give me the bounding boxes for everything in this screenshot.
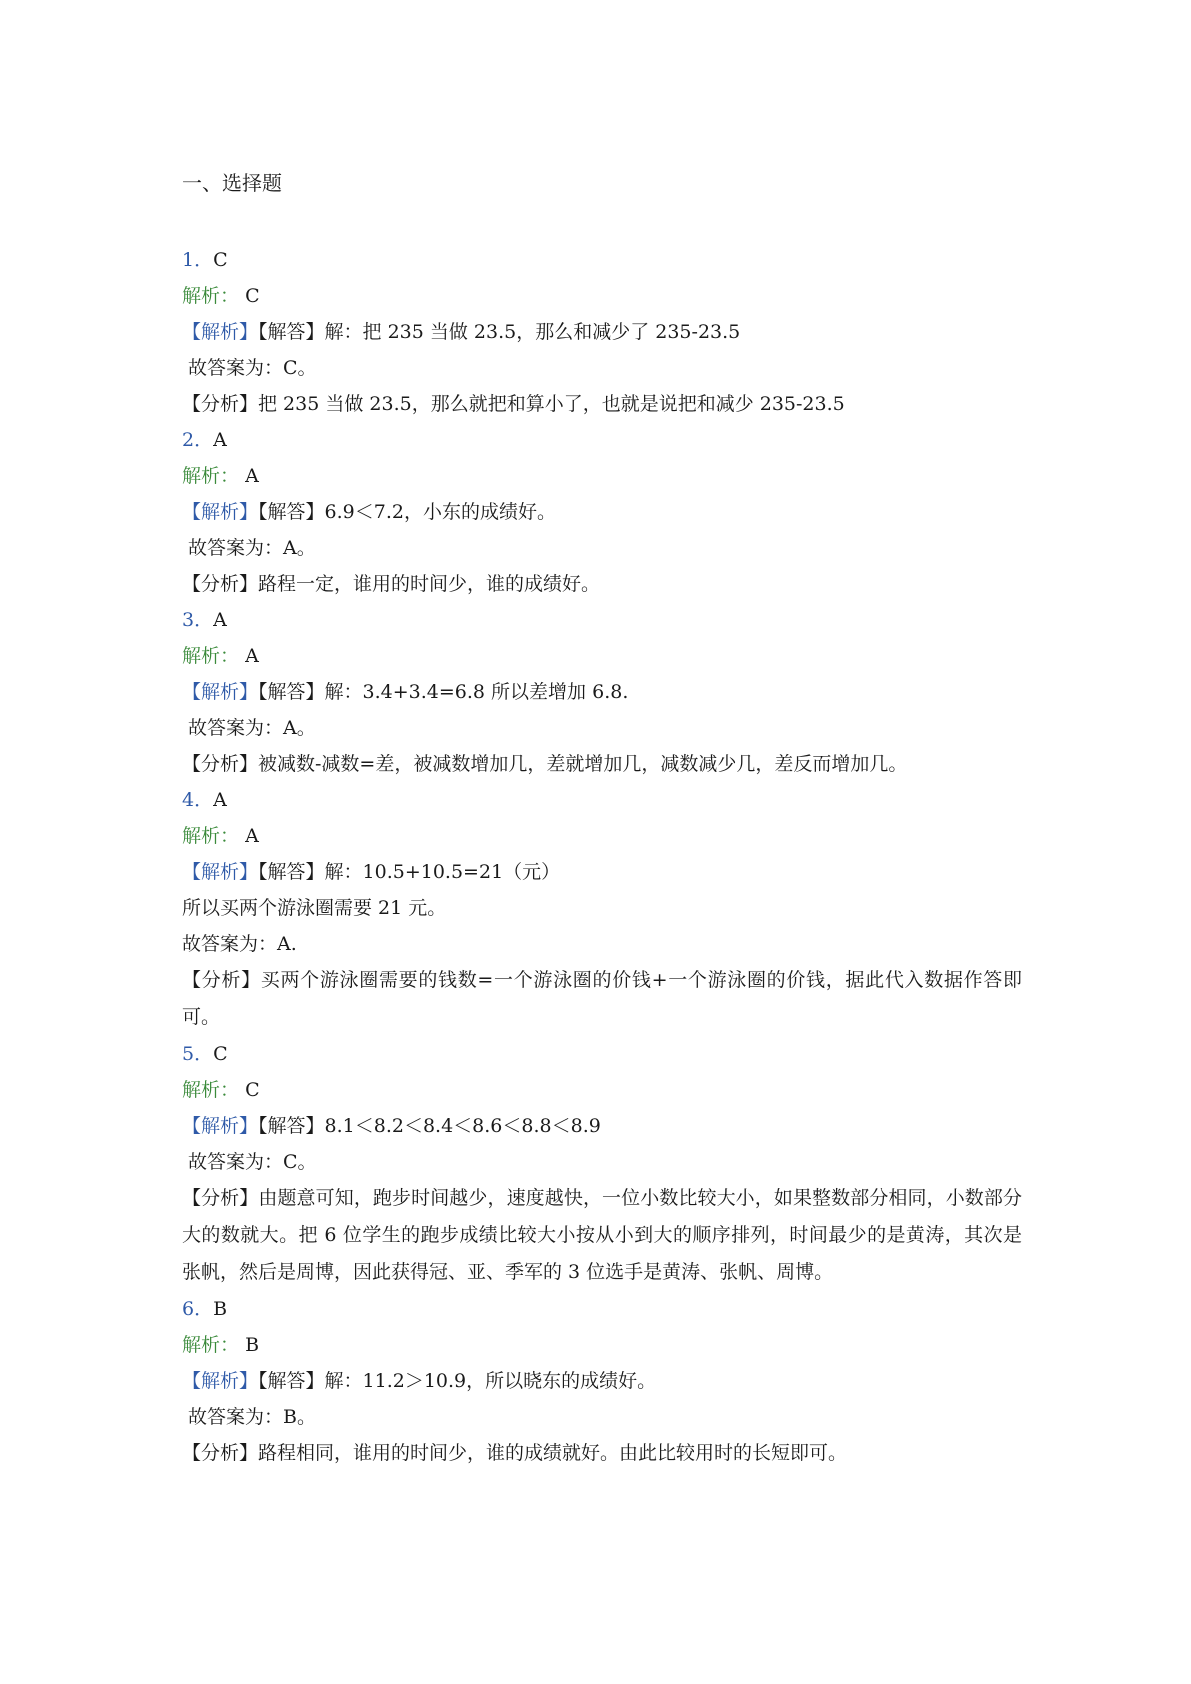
- question-number: 3．: [182, 609, 214, 631]
- jieda-text: 8.1＜8.2＜8.4＜8.6＜8.8＜8.9: [324, 1115, 601, 1137]
- jieda-line: [182, 854, 1022, 890]
- jiexi-answer: A: [245, 825, 259, 847]
- jiexi-line: [182, 1072, 1022, 1108]
- jiexi-label: 解析：: [182, 645, 240, 667]
- jiexi-tag: 【解析】: [182, 1115, 259, 1137]
- question-number-line: [182, 782, 1022, 818]
- conclusion-line: 故答案为：A。: [188, 717, 316, 739]
- question-answer: A: [213, 609, 227, 631]
- jieda-tag: 【解答】: [258, 1115, 325, 1137]
- jiexi-answer: C: [245, 285, 260, 307]
- fenxi-text: 路程相同，谁用的时间少，谁的成绩就好。由此比较用时的长短即可。: [258, 1442, 848, 1464]
- jiexi-label: 解析：: [182, 1079, 240, 1101]
- fenxi-text: 被减数-减数=差，被减数增加几，差就增加几，减数减少几，差反而增加几。: [258, 753, 908, 775]
- question-number-line: [182, 242, 1022, 278]
- jiexi-line: [182, 638, 1022, 674]
- fenxi-tag: 【分析】: [182, 1187, 259, 1209]
- question-answer: C: [213, 1043, 228, 1065]
- jiexi-answer: A: [245, 645, 259, 667]
- conclusion-line: 故答案为：A。: [188, 537, 316, 559]
- fenxi-tag: 【分析】: [182, 393, 259, 415]
- jiexi-tag: 【解析】: [182, 321, 259, 343]
- question-answer: B: [213, 1298, 228, 1320]
- question-number-line: [182, 422, 1022, 458]
- jiexi-label: 解析：: [182, 465, 240, 487]
- question-number: 1．: [182, 249, 214, 271]
- jieda-text: 解：10.5+10.5=21（元）: [324, 861, 561, 883]
- fenxi-line: [182, 386, 1022, 422]
- conclusion-line: 故答案为：C。: [188, 1151, 317, 1173]
- fenxi-text: 由题意可知，跑步时间越少，速度越快，一位小数比较大小，如果整数部分相同，小数部分大的数就大。把 6 位学生的跑步成绩比较大小按从小到大的顺序排列，时间最少的是黄涛，其次是张帆，然后是周博，因此获得冠、亚、季军的 3 位选手是黄涛、张帆、周博。: [182, 1187, 1022, 1283]
- jiexi-line: [182, 278, 1022, 314]
- jiexi-tag: 【解析】: [182, 861, 259, 883]
- answer-page: [182, 168, 1022, 1471]
- jiexi-answer: B: [245, 1334, 260, 1356]
- fenxi-tag: 【分析】: [182, 969, 261, 991]
- jieda-text: 解：把 235 当做 23.5，那么和减少了 235-23.5: [324, 321, 741, 343]
- fenxi-text: 把 235 当做 23.5，那么就把和算小了，也就是说把和减少 235-23.5: [258, 393, 845, 415]
- jieda-tag: 【解答】: [258, 681, 325, 703]
- question-2: [182, 422, 1022, 602]
- fenxi-tag: 【分析】: [182, 1442, 259, 1464]
- jieda-tag: 【解答】: [258, 501, 325, 523]
- question-4: [182, 782, 1022, 1036]
- fenxi-tag: 【分析】: [182, 753, 259, 775]
- jieda-text: 解：3.4+3.4=6.8 所以差增加 6.8.: [324, 681, 629, 703]
- question-number: 5．: [182, 1043, 214, 1065]
- jiexi-label: 解析：: [182, 825, 240, 847]
- fenxi-line: [182, 1435, 1022, 1471]
- jiexi-answer: A: [245, 465, 259, 487]
- question-number-line: [182, 1036, 1022, 1072]
- jieda-line: [182, 674, 1022, 710]
- question-number-line: [182, 1291, 1022, 1327]
- fenxi-text: 买两个游泳圈需要的钱数=一个游泳圈的价钱+一个游泳圈的价钱，据此代入数据作答即可。: [182, 969, 1022, 1028]
- fenxi-text: 路程一定，谁用的时间少，谁的成绩好。: [258, 573, 601, 595]
- jiexi-label: 解析：: [182, 1334, 240, 1356]
- jieda-tag: 【解答】: [258, 321, 325, 343]
- jieda-line: [182, 314, 1022, 350]
- extra-line: 所以买两个游泳圈需要 21 元。: [182, 897, 447, 919]
- question-number: 6．: [182, 1298, 214, 1320]
- fenxi-line: [182, 566, 1022, 602]
- section-title: 一、选择题: [182, 171, 282, 195]
- jiexi-line: [182, 458, 1022, 494]
- jiexi-answer: C: [245, 1079, 260, 1101]
- question-answer: A: [213, 429, 227, 451]
- jiexi-line: [182, 818, 1022, 854]
- jieda-text: 6.9＜7.2，小东的成绩好。: [324, 501, 556, 523]
- jiexi-line: [182, 1327, 1022, 1363]
- question-number: 4．: [182, 789, 214, 811]
- question-6: [182, 1291, 1022, 1471]
- jieda-tag: 【解答】: [258, 1370, 325, 1392]
- fenxi-line: [182, 1180, 1022, 1291]
- question-5: [182, 1036, 1022, 1291]
- conclusion-line: 故答案为：A.: [182, 933, 297, 955]
- conclusion-line: 故答案为：B。: [188, 1406, 316, 1428]
- question-answer: C: [213, 249, 228, 271]
- jieda-text: 解：11.2＞10.9，所以晓东的成绩好。: [324, 1370, 657, 1392]
- conclusion-line: 故答案为：C。: [188, 357, 317, 379]
- jiexi-label: 解析：: [182, 285, 240, 307]
- jieda-line: [182, 1363, 1022, 1399]
- jieda-tag: 【解答】: [258, 861, 325, 883]
- question-1: [182, 242, 1022, 422]
- jiexi-tag: 【解析】: [182, 501, 259, 523]
- question-answer: A: [213, 789, 227, 811]
- jiexi-tag: 【解析】: [182, 681, 259, 703]
- fenxi-tag: 【分析】: [182, 573, 259, 595]
- jiexi-tag: 【解析】: [182, 1370, 259, 1392]
- jieda-line: [182, 1108, 1022, 1144]
- question-3: [182, 602, 1022, 782]
- fenxi-line: [182, 962, 1022, 1036]
- jieda-line: [182, 494, 1022, 530]
- question-number: 2．: [182, 429, 214, 451]
- question-number-line: [182, 602, 1022, 638]
- fenxi-line: [182, 746, 1022, 782]
